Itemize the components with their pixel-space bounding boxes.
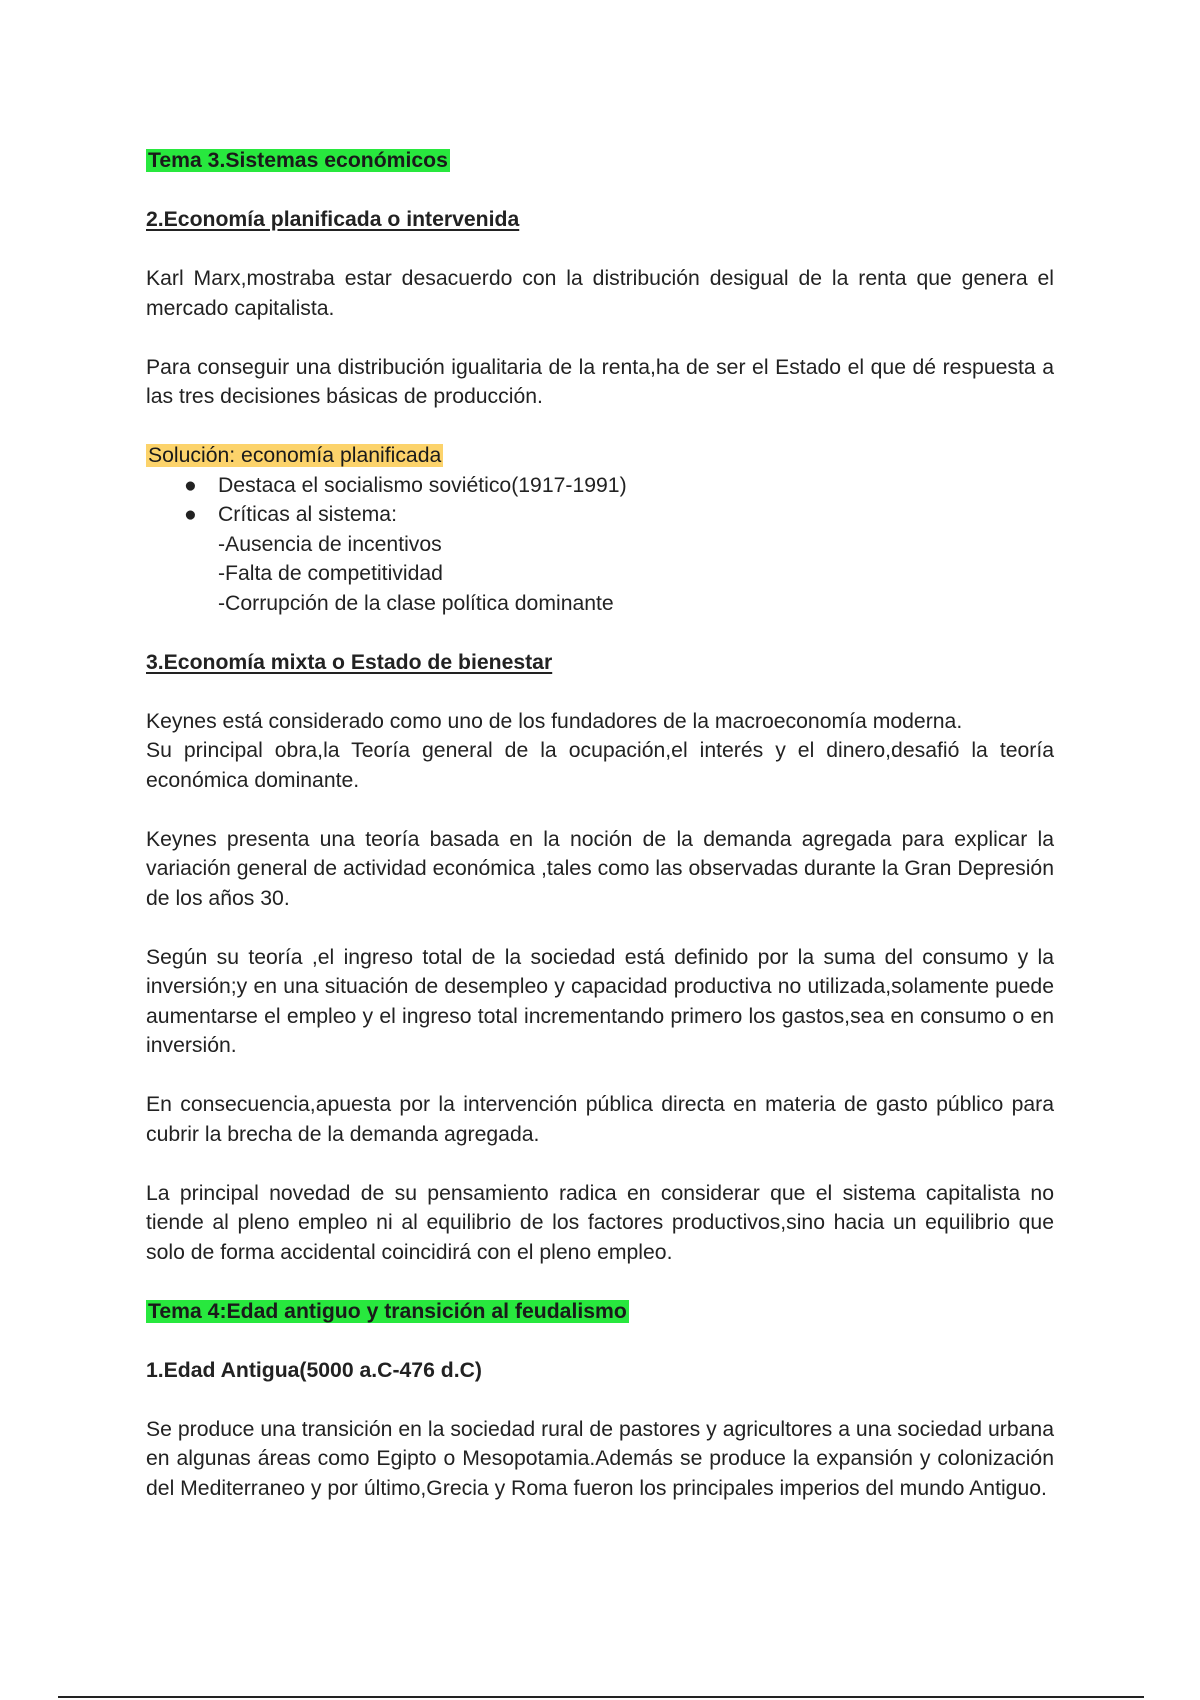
footer-divider (58, 1696, 1144, 1698)
section3-paragraph-5: La principal novedad de su pensamiento radica en considerar que el sistema capitalista no tiende al pleno empleo ni al equilibrio de los factores productivos,sino hacia un equilibrio que solo de forma accidental coincidirá con el pleno empleo. (146, 1181, 1054, 1264)
bullet-icon: ● (184, 473, 197, 497)
bullet-icon: ● (184, 503, 197, 526)
section2-bullet-list (146, 471, 1054, 619)
critica-item: -Falta de competitividad (218, 562, 443, 585)
bullet-text-2: Críticas al sistema: (218, 503, 397, 526)
edad-antigua-paragraph: Se produce una transición en la sociedad rural de pastores y agricultores a una sociedad urbana en algunas áreas como Egipto o Mesopotamia.Además se produce la expansión y colonización del Mediterraneo y por último,Grecia y Roma fueron los principales imperios del mundo Antiguo. (146, 1417, 1054, 1500)
section2-paragraph-2: Para conseguir una distribución igualitaria de la renta,ha de ser el Estado el que dé respuesta a las tres decisiones básicas de producción. (146, 355, 1054, 408)
tema3-title-line (146, 146, 1054, 176)
section2-heading: 2.Economía planificada o intervenida (146, 208, 520, 231)
critica-item: -Corrupción de la clase política dominante (218, 591, 614, 615)
critica-item: -Ausencia de incentivos (218, 532, 442, 556)
solution-highlight: Solución: economía planificada (148, 444, 442, 467)
section3-paragraph-1 (146, 707, 1054, 796)
section3-paragraph-2: Keynes presenta una teoría basada en la noción de la demanda agregada para explicar la variación general de actividad económica ,tales como las observadas durante la Gran Depresión de los años 30. (146, 827, 1054, 910)
list-item (184, 471, 1054, 501)
solution-line (146, 441, 1054, 471)
document-page (146, 146, 1054, 1503)
section3-heading: 3.Economía mixta o Estado de bienestar (146, 650, 553, 674)
section3-paragraph-3: Según su teoría ,el ingreso total de la sociedad está definido por la suma del consumo y la inversión;y en una situación de desempleo y capacidad productiva no utilizada,solamente puede aumentarse el empleo y el ingreso total incrementando primero los gastos,sea en consumo o en inversión. (146, 945, 1054, 1057)
tema3-title: Tema 3.Sistemas económicos (148, 149, 448, 172)
edad-antigua-heading: 1.Edad Antigua(5000 a.C-476 d.C) (146, 1358, 482, 1382)
tema4-title-line (146, 1297, 1054, 1327)
section2-paragraph-1: Karl Marx,mostraba estar desacuerdo con la distribución desigual de la renta que genera el mercado capitalista. (146, 267, 1054, 320)
tema4-title: Tema 4:Edad antiguo y transición al feudalismo (148, 1299, 627, 1323)
section3-paragraph-4: En consecuencia,apuesta por la intervención pública directa en materia de gasto público para cubrir la brecha de la demanda agregada. (146, 1093, 1054, 1146)
bullet-text-1: Destaca el socialismo soviético(1917-1991) (218, 473, 627, 497)
section3-paragraph-1-line-2: Su principal obra,la Teoría general de la ocupación,el interés y el dinero,desafió la teoría económica dominante. (146, 739, 1054, 792)
section3-paragraph-1-line-1: Keynes está considerado como uno de los fundadores de la macroeconomía moderna. (146, 709, 963, 733)
list-item (184, 500, 1054, 618)
